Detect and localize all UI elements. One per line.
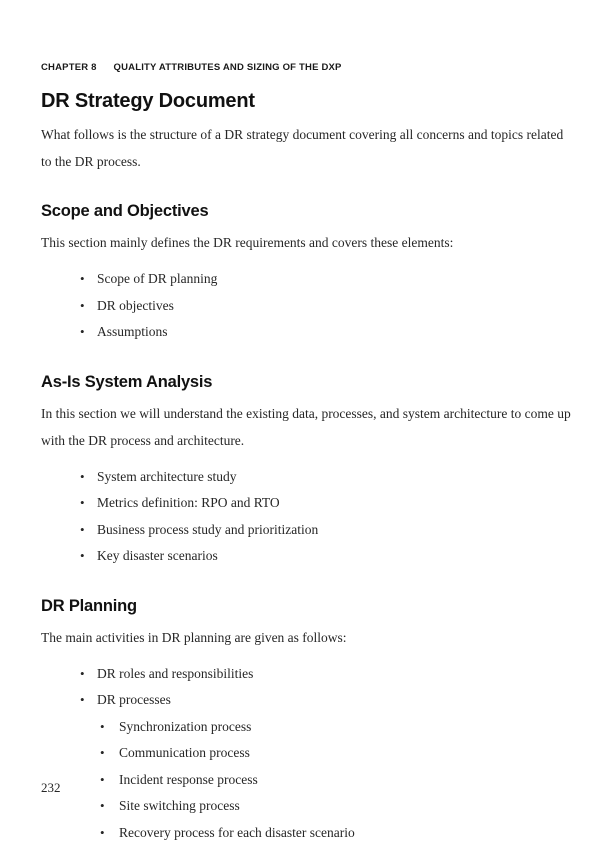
list-item	[41, 687, 571, 846]
chapter-title: QUALITY ATTRIBUTES AND SIZING OF THE DXP	[113, 62, 342, 73]
list-item: • DR objectives	[41, 293, 571, 320]
running-header	[41, 62, 571, 73]
sub-list-item: • Communication process	[97, 740, 571, 767]
list-item: • DR roles and responsibilities	[41, 661, 571, 688]
sub-bullet-list	[97, 714, 571, 847]
list-item: • Key disaster scenarios	[41, 543, 571, 570]
section-heading-as-is-system-analysis: As-Is System Analysis	[41, 372, 213, 391]
list-item: • Assumptions	[41, 319, 571, 346]
bullet-list	[41, 661, 571, 847]
page-title: DR Strategy Document	[41, 90, 255, 112]
section-paragraph: This section mainly defines the DR requirements and covers these elements:	[41, 235, 454, 251]
chapter-label: CHAPTER 8	[41, 62, 97, 73]
section-heading-dr-planning: DR Planning	[41, 596, 137, 615]
bullet-list	[41, 266, 571, 346]
section-paragraph: In this section we will understand the existing data, processes, and system architecture to come up with the DR process and architecture.	[41, 405, 571, 448]
sub-list-item: • Synchronization process	[97, 714, 571, 741]
page-content	[41, 62, 571, 846]
list-item-label: DR processes	[97, 692, 171, 708]
list-item: • Metrics definition: RPO and RTO	[41, 490, 571, 517]
bullet-list	[41, 464, 571, 570]
page-number: 232	[41, 780, 61, 795]
section-heading-scope-and-objectives: Scope and Objectives	[41, 202, 209, 220]
sub-list-item: • Recovery process for each disaster scenario	[97, 820, 571, 847]
intro-paragraph: What follows is the structure of a DR strategy document covering all concerns and topics related to the DR process.	[41, 127, 564, 169]
sub-list-item: • Site switching process	[97, 793, 571, 820]
sub-list-item: • Incident response process	[97, 767, 571, 794]
list-item: • Scope of DR planning	[41, 266, 571, 293]
section-paragraph: The main activities in DR planning are given as follows:	[41, 629, 347, 645]
list-item: • System architecture study	[41, 464, 571, 491]
list-item: • Business process study and prioritization	[41, 517, 571, 544]
